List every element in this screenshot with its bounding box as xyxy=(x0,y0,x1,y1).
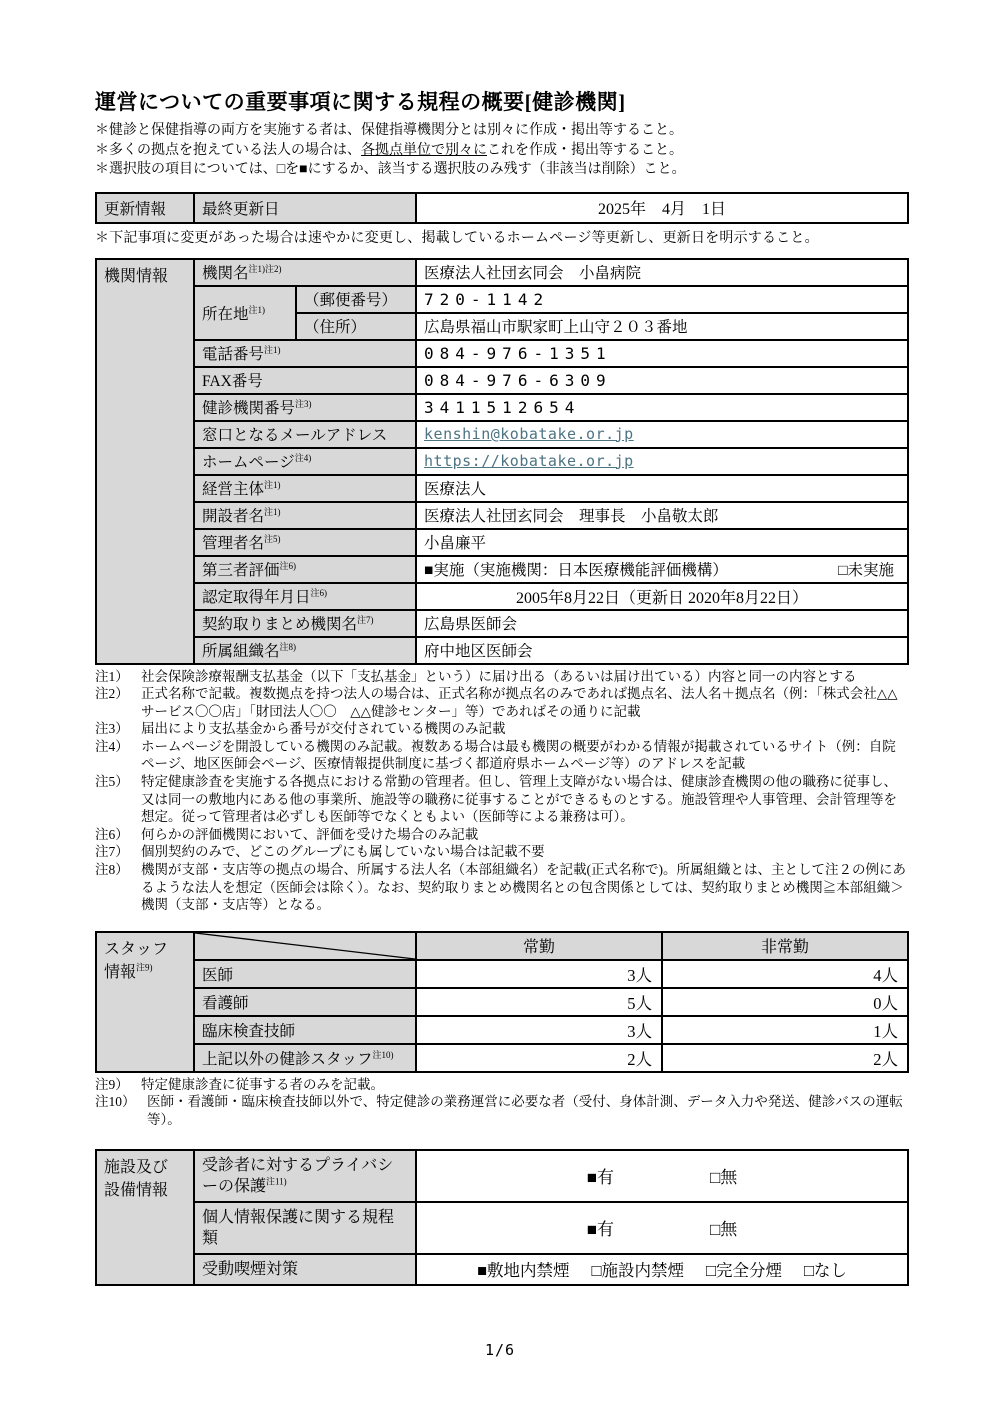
smoking-policy-label: 受動喫煙対策 xyxy=(194,1254,416,1285)
founder-label: 開設者名$^{注1)}$ xyxy=(194,502,416,529)
table-row xyxy=(96,1044,908,1072)
doctor-fulltime-count: 3人 xyxy=(416,960,662,988)
note-3: 注3） 届出により支払基金から番号が交付されている機関のみ記載 xyxy=(95,721,506,737)
manager-value: 小畠廉平 xyxy=(416,529,908,556)
personal-info-rules-value xyxy=(416,1202,908,1254)
phone-label: 電話番号$^{注1)}$ xyxy=(194,340,416,367)
intro-note-2: ＊多くの拠点を抱えている法人の場合は、各拠点単位で別々にこれを作成・掲出等すること。 xyxy=(95,142,683,158)
document-page xyxy=(95,0,907,1286)
table-row xyxy=(96,529,908,556)
personal-info-rules-label: 個人情報保護に関する規程類 xyxy=(194,1202,416,1254)
staff-row-label-other: 上記以外の健診スタッフ$^{注10)}$ xyxy=(194,1044,416,1072)
other-staff-fulltime-count: 2人 xyxy=(416,1044,662,1072)
evaluation-label: 第三者評価$^{注6)}$ xyxy=(194,556,416,583)
table-row xyxy=(96,421,908,448)
table-row xyxy=(96,286,908,313)
staff-row-label-nurse: 看護師 xyxy=(194,988,416,1016)
org-name-value: 医療法人社団玄同会 小畠病院 xyxy=(416,259,908,286)
table-row xyxy=(96,475,908,502)
manager-label: 管理者名$^{注5)}$ xyxy=(194,529,416,556)
smoking-option-building-ban: □施設内禁煙 xyxy=(591,1261,684,1281)
address-label: （住所） xyxy=(296,313,416,340)
note-2: 注2） 正式名称で記載。複数拠点を持つ法人の場合は、正式名称が拠点名のみであれば拠点名、法人名＋拠点名（例：「株式会社△△サービス〇〇店」「財団法人〇〇 △△健診センター」等）であればその通りに記載 xyxy=(95,686,898,719)
table-row xyxy=(96,1254,908,1285)
homepage-label: ホームページ$^{注4)}$ xyxy=(194,448,416,475)
staff-row-label-doctor: 医師 xyxy=(194,960,416,988)
institution-section-label: 機関情報 xyxy=(96,259,194,664)
privacy-protection-value xyxy=(416,1150,908,1202)
last-updated-value: 2025年 4月 1日 xyxy=(416,193,908,223)
fax-label: FAX番号 xyxy=(194,367,416,394)
org-number-value: 3411512654 xyxy=(416,394,908,421)
affiliation-value: 府中地区医師会 xyxy=(416,637,908,664)
parttime-column-header: 非常勤 xyxy=(662,932,908,960)
fulltime-column-header: 常勤 xyxy=(416,932,662,960)
privacy-yes-option: ■有 xyxy=(586,1168,614,1188)
note-5: 注5） 特定健康診査を実施する各拠点における常勤の管理者。但し、管理上支障がない場合は、健康診査機関の他の職務に従事し、又は同一の敷地内にある他の事業所、施設等の職務に従事することができるものとする。施設管理や人事管理、会計管理等を想定。従って管理者は必ずしも医師等でなくともよい（医師等による兼務は可）。 xyxy=(95,774,897,825)
intro-note-1: ＊健診と保健指導の両方を実施する者は、保健指導機関分とは別々に作成・掲出等すること。 xyxy=(95,123,683,138)
lab-technician-parttime-count: 1人 xyxy=(662,1016,908,1044)
note-4: 注4） ホームページを開設している機関のみ記載。複数ある場合は最も機関の概要がわかる情報が掲載されているサイト（例：自院ページ、地区医師会ページ、医療情報提供制度に基づく都道府県ホームページ等）のアドレスを記載 xyxy=(95,738,896,772)
contract-org-value: 広島県医師会 xyxy=(416,610,908,637)
smoking-option-none: □なし xyxy=(803,1261,847,1281)
table-row xyxy=(96,340,908,367)
intro-notes xyxy=(95,121,907,180)
certification-label: 認定取得年月日$^{注6)}$ xyxy=(194,583,416,610)
last-updated-label: 最終更新日 xyxy=(194,193,416,223)
table-row xyxy=(96,193,908,223)
note-1: 注1） 社会保険診療報酬支払基金（以下「支払基金」という）に届け出る（あるいは届け出ている）内容と同一の内容とする xyxy=(95,668,857,684)
note-9: 注9） 特定健康診査に従事する者のみを記載。 xyxy=(95,1076,384,1092)
table-row xyxy=(96,960,908,988)
note-10: 注10） 医師・看護師・臨床検査技師以外で、特定健診の業務運営に必要な者（受付、身体計測、データ入力や発送、健診バスの運転等）。 xyxy=(95,1094,903,1127)
update-info-table xyxy=(95,192,909,224)
update-section-label: 更新情報 xyxy=(96,193,194,223)
page-number: 1/6 xyxy=(484,1341,516,1359)
staff-notes xyxy=(95,1076,907,1129)
table-row xyxy=(96,932,908,960)
smoking-policy-value xyxy=(416,1254,908,1285)
intro-note-3: ＊選択肢の項目については、□を■にするか、該当する選択肢のみ残す（非該当は削除）こと。 xyxy=(95,162,686,177)
privacy-no-option: □無 xyxy=(710,1168,738,1188)
staff-row-label-lab-technician: 臨床検査技師 xyxy=(194,1016,416,1044)
facility-info-table xyxy=(95,1149,909,1286)
table-row xyxy=(96,394,908,421)
email-cell xyxy=(416,421,908,448)
staff-section-label: スタッフ 情報$^{注9)}$ xyxy=(96,932,194,1072)
diagonal-header-cell xyxy=(194,932,416,960)
org-name-label: 機関名$^{注1)注2)}$ xyxy=(194,259,416,286)
facility-section-label: 施設及び 設備情報 xyxy=(96,1150,194,1285)
table-row xyxy=(96,610,908,637)
nurse-parttime-count: 0人 xyxy=(662,988,908,1016)
entity-label: 経営主体$^{注1)}$ xyxy=(194,475,416,502)
personal-info-yes-option: ■有 xyxy=(586,1220,614,1240)
table-row xyxy=(96,259,908,286)
smoking-option-site-ban: ■敷地内禁煙 xyxy=(477,1261,570,1281)
diagonal-line xyxy=(195,933,415,959)
homepage-link[interactable]: https://kobatake.or.jp xyxy=(424,451,634,470)
note-7: 注7） 個別契約のみで、どこのグループにも属していない場合は記載不要 xyxy=(95,844,545,860)
institution-notes xyxy=(95,668,907,914)
affiliation-label: 所属組織名$^{注8)}$ xyxy=(194,637,416,664)
doctor-parttime-count: 4人 xyxy=(662,960,908,988)
table-row xyxy=(96,1202,908,1254)
postal-code-label: （郵便番号） xyxy=(296,286,416,313)
table-row xyxy=(96,502,908,529)
fax-value: 084-976-6309 xyxy=(416,367,908,394)
note-8: 注8） 機関が支部・支店等の拠点の場合、所属する法人名（本部組織名）を記載(正式名称で)。所属組織とは、主として注２の例にあるような法人を想定（医師会は除く）。なお、契約取りまとめ機関名との包含関係としては、契約取りまとめ機関≧本部組織＞機関（支部・支店等）となる。 xyxy=(95,862,906,913)
location-label: 所在地$^{注1)}$ xyxy=(194,286,296,340)
table-row xyxy=(96,1150,908,1202)
phone-value: 084-976-1351 xyxy=(416,340,908,367)
table-row xyxy=(96,637,908,664)
page-title: 運営についての重要事項に関する規程の概要[健診機関] xyxy=(95,90,626,114)
table-row xyxy=(96,1016,908,1044)
postal-code-value: 720-1142 xyxy=(416,286,908,313)
evaluation-checked-option: ■実施（実施機関：日本医療機能評価機構） xyxy=(424,562,728,579)
table-row xyxy=(96,448,908,475)
nurse-fulltime-count: 5人 xyxy=(416,988,662,1016)
evaluation-value xyxy=(416,556,908,583)
entity-value: 医療法人 xyxy=(416,475,908,502)
evaluation-unchecked-option: □未実施 xyxy=(838,562,895,579)
table-row xyxy=(96,556,908,583)
org-number-label: 健診機関番号$^{注3)}$ xyxy=(194,394,416,421)
table-row xyxy=(96,367,908,394)
email-label: 窓口となるメールアドレス xyxy=(194,421,416,448)
underlined-phrase: 各拠点単位で別々に xyxy=(361,142,487,158)
privacy-protection-label: 受診者に対するプライバシーの保護$^{注11)}$ xyxy=(194,1150,416,1202)
table-row xyxy=(96,988,908,1016)
staff-info-table xyxy=(95,931,909,1073)
update-note: ＊下記事項に変更があった場合は速やかに変更し、掲載しているホームページ等更新し、更新日を明示すること。 xyxy=(95,230,819,246)
certification-value: 2005年8月22日（更新日 2020年8月22日） xyxy=(416,583,908,610)
email-link[interactable]: kenshin@kobatake.or.jp xyxy=(424,424,634,443)
address-value: 広島県福山市駅家町上山守２０３番地 xyxy=(416,313,908,340)
smoking-option-separated: □完全分煙 xyxy=(706,1261,782,1281)
personal-info-no-option: □無 xyxy=(710,1220,738,1240)
other-staff-parttime-count: 2人 xyxy=(662,1044,908,1072)
founder-value: 医療法人社団玄同会 理事長 小畠敬太郎 xyxy=(416,502,908,529)
contract-org-label: 契約取りまとめ機関名$^{注7)}$ xyxy=(194,610,416,637)
institution-info-table xyxy=(95,258,909,665)
note-6: 注6） 何らかの評価機関において、評価を受けた場合のみ記載 xyxy=(95,826,479,842)
lab-technician-fulltime-count: 3人 xyxy=(416,1016,662,1044)
table-row xyxy=(96,583,908,610)
homepage-cell xyxy=(416,448,908,475)
